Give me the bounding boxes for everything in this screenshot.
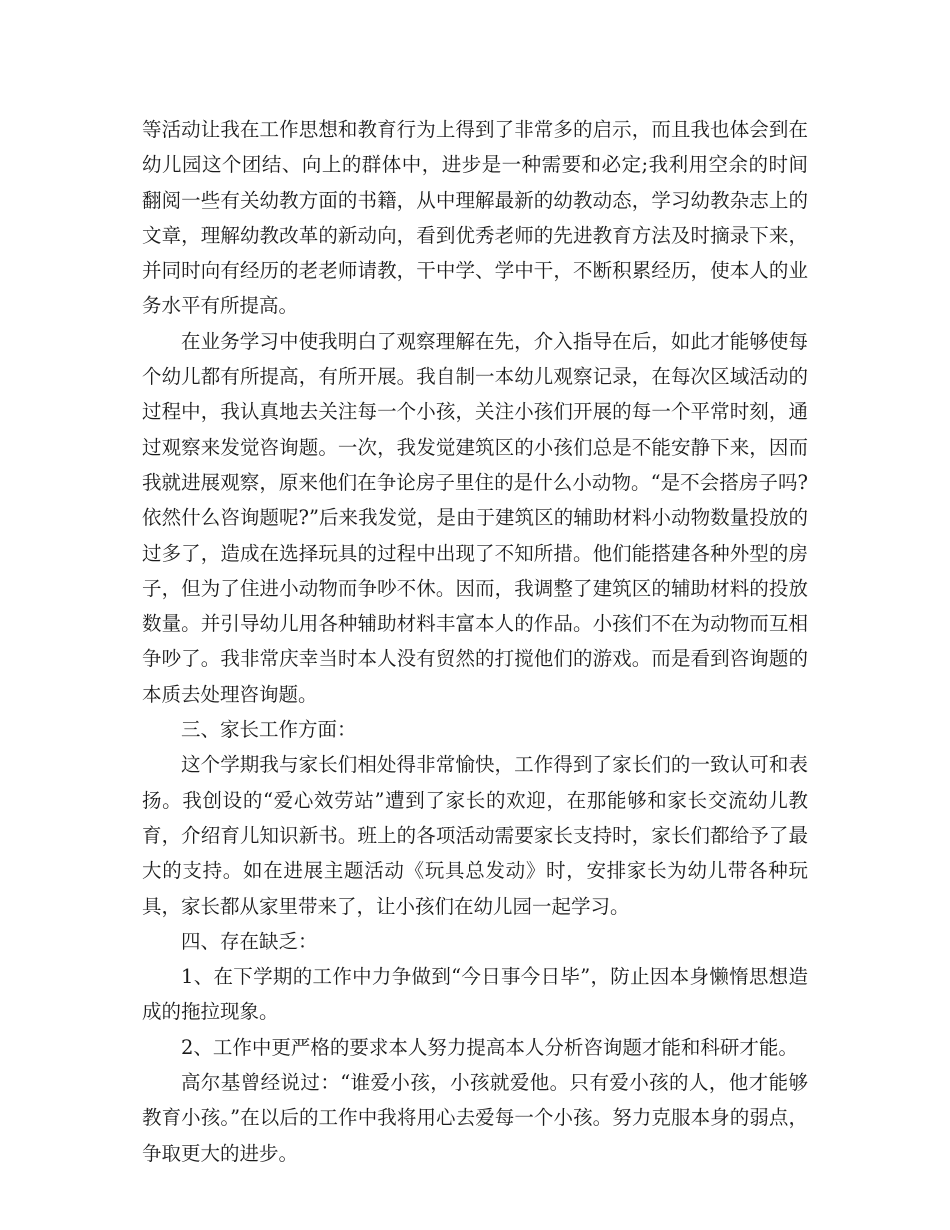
list-item-shortcoming-2: 2、工作中更严格的要求本人努力提高本人分析咨询题才能和科研才能。 [181, 1035, 798, 1059]
list-item-shortcoming-1: 1、在下学期的工作中力争做到“今日事今日毕”，防止因本身懒惰思想造成的拖拉现象。 [142, 965, 808, 1024]
section-heading-shortcomings: 四、存在缺乏： [181, 929, 318, 953]
paragraph-parent-work: 这个学期我与家长们相处得非常愉快，工作得到了家长们的一致认可和表扬。我创设的“爱心效劳站”遭到了家长的欢迎，在那能够和家长交流幼儿教育，介绍育儿知识新书。班上的各项活动需要家长支持时，家长们都给予了最大的支持。如在进展主题活动《玩具总发动》时，安排家长为幼儿带各种玩具，家长都从家里带来了，让小孩们在幼儿园一起学习。 [142, 753, 808, 918]
section-heading-parent-work: 三、家长工作方面： [181, 718, 357, 742]
paragraph-observation: 在业务学习中使我明白了观察理解在先，介入指导在后，如此才能够使每个幼儿都有所提高，有所开展。我自制一本幼儿观察记录，在每次区域活动的过程中，我认真地去关注每一个小孩，关注小孩们开展的每一个平常时刻，通过观察来发觉咨询题。一次，我发觉建筑区的小孩们总是不能安静下来，因而我就进展观察，原来他们在争论房子里住的是什么小动物。“是不会搭房子吗?依然什么咨询题呢?”后来我发觉，是由于建筑区的辅助材料小动物数量投放的过多了，造成在选择玩具的过程中出现了不知所措。他们能搭建各种外型的房子，但为了住进小动物而争吵不休。因而，我调整了建筑区的辅助材料的投放数量。并引导幼儿用各种辅助材料丰富本人的作品。小孩们不在为动物而互相争吵了。我非常庆幸当时本人没有贸然的打搅他们的游戏。而是看到咨询题的本质去处理咨询题。 [142, 329, 808, 706]
paragraph-continuation: 等活动让我在工作思想和教育行为上得到了非常多的启示，而且我也体会到在幼儿园这个团结、向上的群体中，进步是一种需要和必定;我利用空余的时间翻阅一些有关幼教方面的书籍，从中理解最新的幼教动态，学习幼教杂志上的文章，理解幼教改革的新动向，看到优秀老师的先进教育方法及时摘录下来，并同时向有经历的老老师请教，干中学、学中干，不断积累经历，使本人的业务水平有所提高。 [142, 118, 808, 318]
paragraph-closing-quote: 高尔基曾经说过：“谁爱小孩，小孩就爱他。只有爱小孩的人，他才能够教育小孩。”在以后的工作中我将用心去爱每一个小孩。努力克服本身的弱点，争取更大的进步。 [142, 1071, 808, 1165]
document-body [142, 112, 808, 1171]
